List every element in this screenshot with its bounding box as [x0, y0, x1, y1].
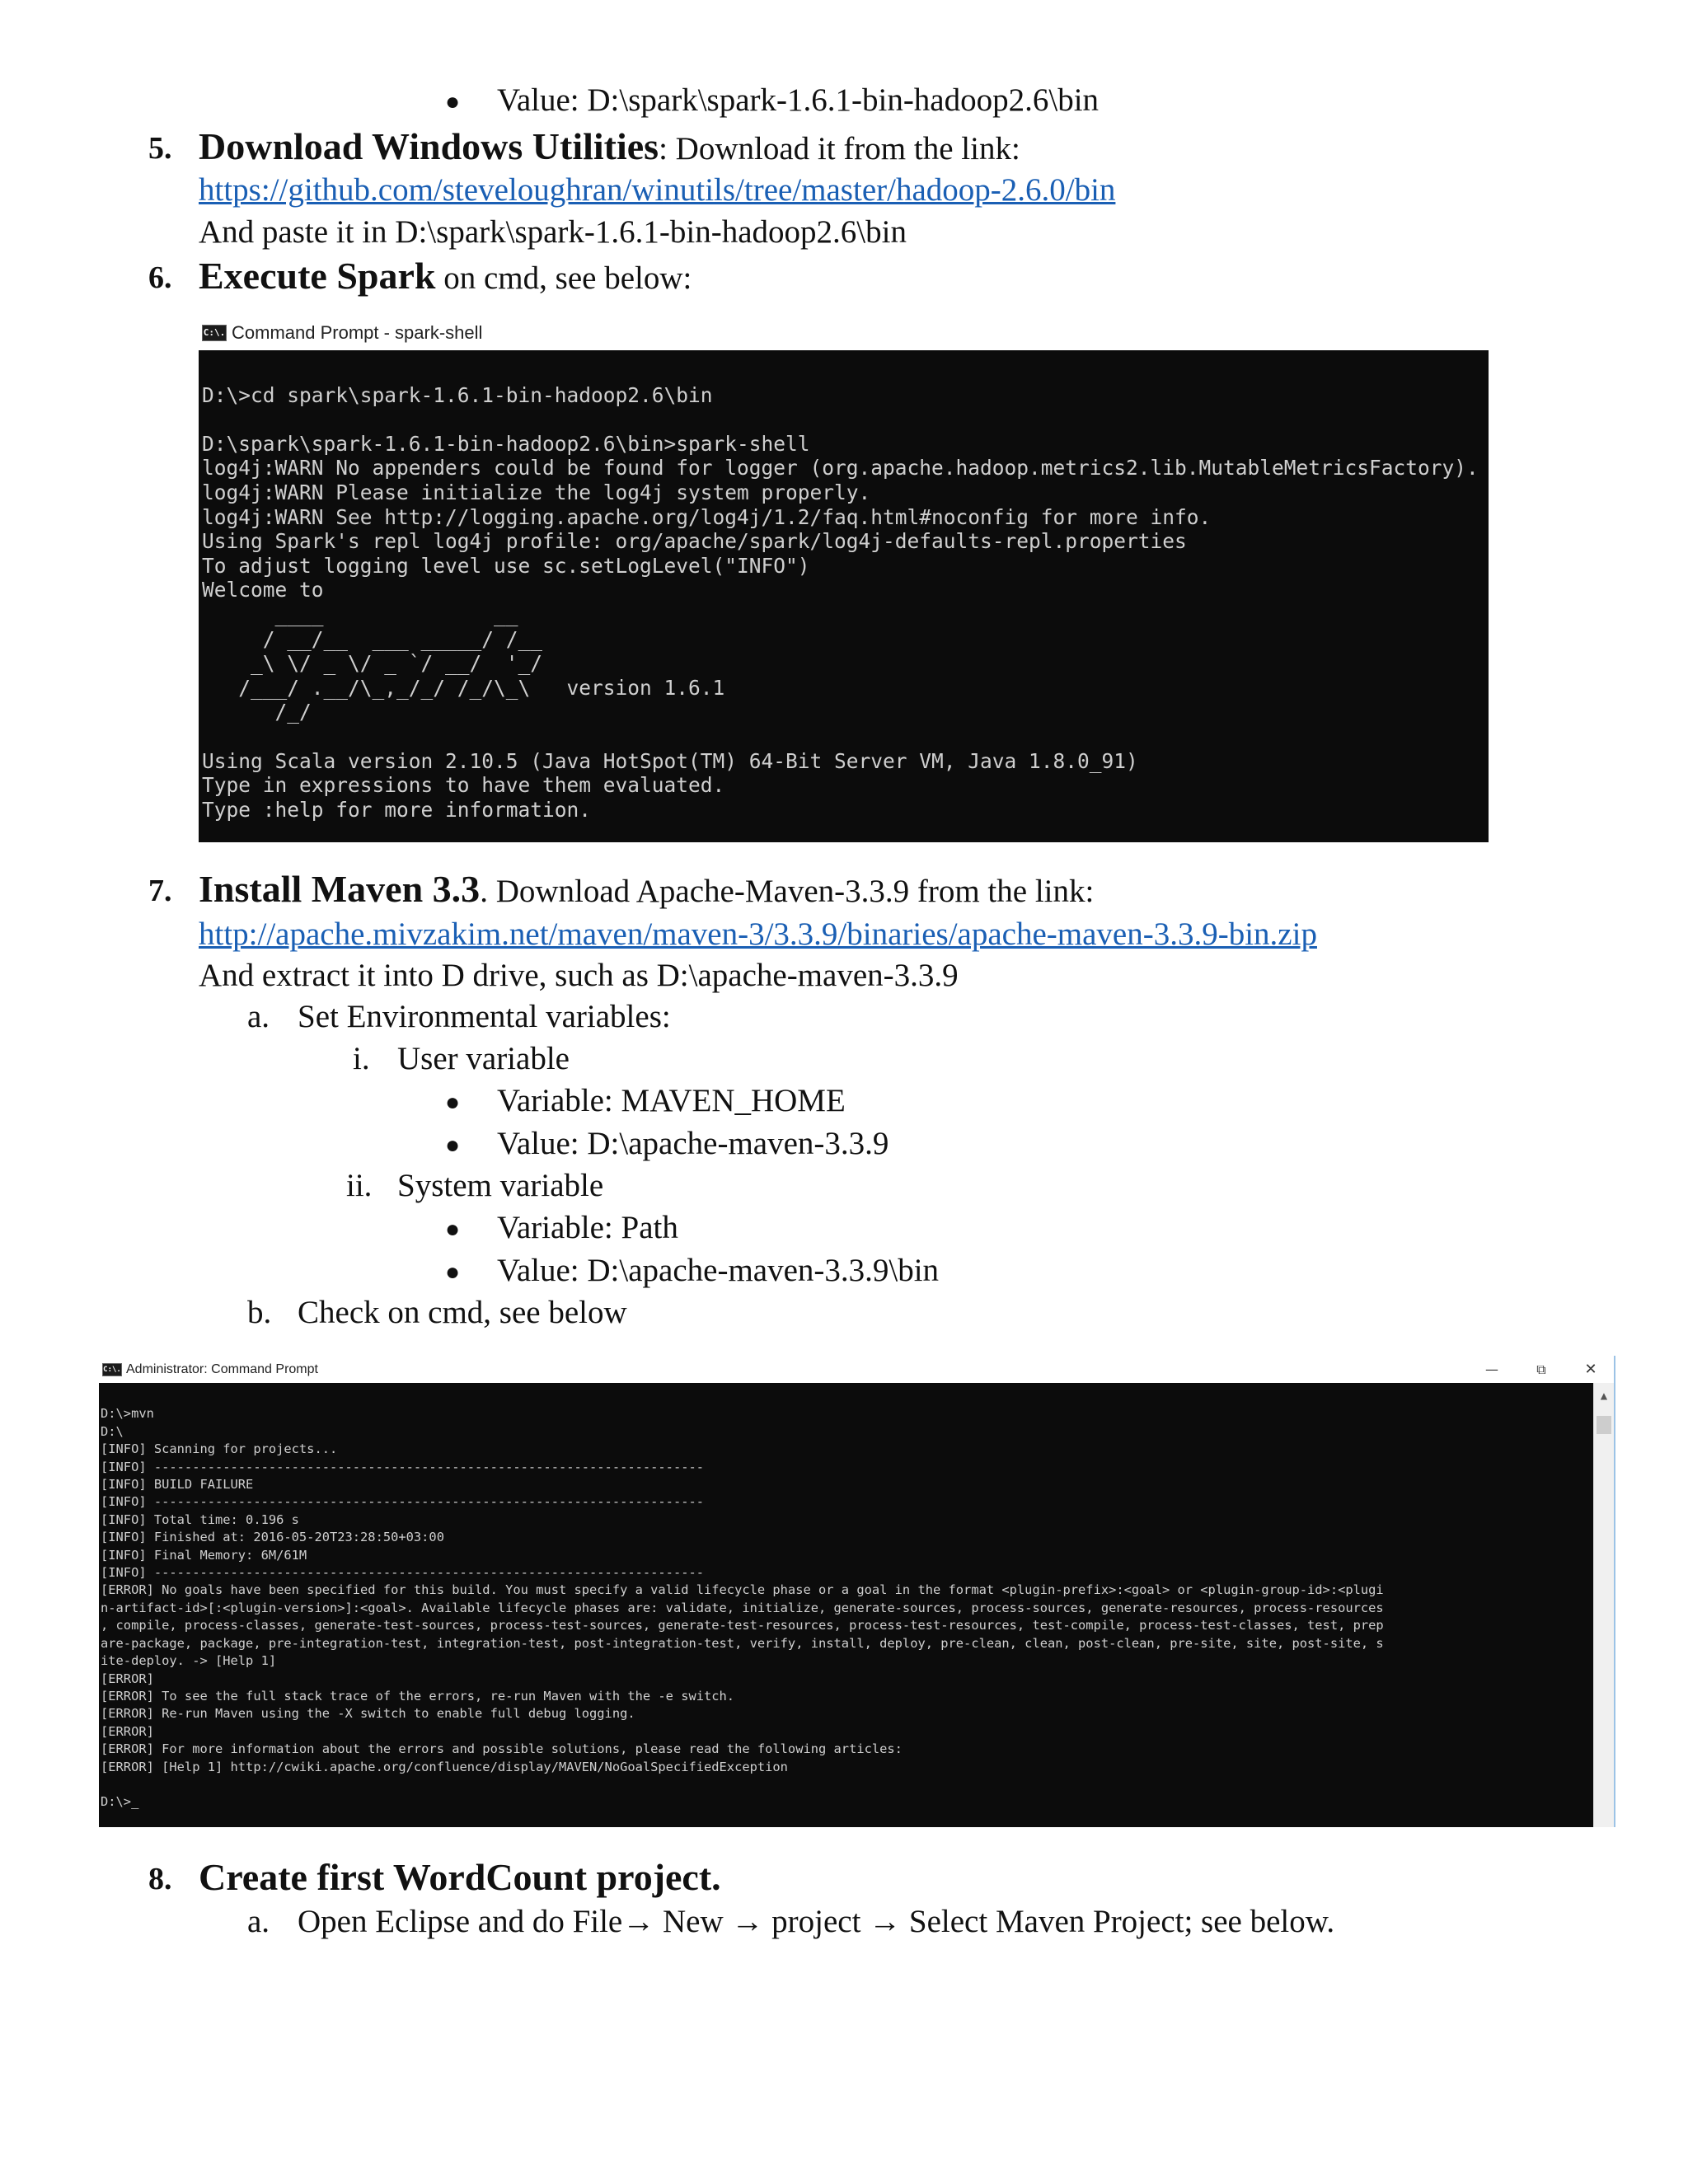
step-5-heading	[199, 124, 1020, 170]
sub-list-text: Open Eclipse and do File→ New → project → Select Maven Project; see below.	[298, 1904, 1335, 1939]
window-title: Command Prompt - spark-shell	[232, 322, 483, 343]
scroll-thumb[interactable]	[1597, 1416, 1611, 1434]
cursor: _	[131, 1794, 139, 1810]
bullet-dot-icon: ●	[445, 88, 461, 115]
step-6-title: Execute Spark	[199, 255, 436, 297]
step-number: 6.	[148, 260, 172, 295]
sub-list-text: Set Environmental variables:	[298, 999, 671, 1034]
sub-list-label: b.	[247, 1295, 272, 1330]
mvn-cmd-window	[99, 1356, 1615, 1827]
close-button[interactable]: ✕	[1584, 1361, 1597, 1378]
step-7-title: Install Maven 3.3	[199, 868, 481, 910]
vertical-scrollbar[interactable]	[1593, 1383, 1614, 1827]
bullet-text: Value: D:\spark\spark-1.6.1-bin-hadoop2.6\bin	[497, 82, 1100, 118]
step-5-title: Download Windows Utilities	[199, 125, 659, 167]
console-lines: D:\>mvn D:\ [INFO] Scanning for projects... [INFO] ------------------------------------------------------------------------ [INFO] BUILD FAILURE [INFO] ------------------------------------------------------------------------ [INFO] Total time: 0.196 s [INFO] Finished at: 2016-05-20T23:28:50+03:00 [INFO] Final Memory: 6M/61M [INFO] ------------------------------------------------------------------------ [ERROR] No goals have been specified for this build. You must specify a valid lifecycle phase or a goal in the format <plugin-prefix>:<goal> or <plugin-group-id>:<plugi n-artifact-id>[:<plugin-version>]:<goal>. Available lifecycle phases are: validate, initialize, generate-sources, process-sources, generate-resources, process-resources , compile, process-classes, generate-test-sources, process-test-sources, generate-test-resources, process-test-resources, test-compile, process-test-classes, test, prep are-package, package, pre-integration-test, integration-test, post-integration-test, verify, install, deploy, pre-clean, clean, post-clean, pre-site, site, post-site, s ite-deploy. -> [Help 1] [ERROR] [ERROR] To see the full stack trace of the errors, re-run Maven with the -e switch. [ERROR] Re-run Maven using the -X switch to enable full debug logging. [ERROR] [ERROR] For more information about the errors and possible solutions, please read the following articles: [ERROR] [Help 1] http://cwiki.apache.org/confluence/display/MAVEN/NoGoalSpecifiedException D:\>	[101, 1406, 1384, 1810]
user-variable-text: User variable	[397, 1041, 570, 1076]
step-6-heading	[199, 253, 692, 299]
window-titlebar	[99, 1356, 1614, 1383]
cmd-icon: C:\.	[202, 325, 227, 341]
step-7-rest: . Download Apache-Maven-3.3.9 from the link:	[480, 874, 1095, 909]
sub-list-label: a.	[247, 1904, 270, 1939]
bullet-dot-icon: ●	[445, 1216, 461, 1243]
sub-list-text: Check on cmd, see below	[298, 1295, 627, 1330]
console-text: D:\>cd spark\spark-1.6.1-bin-hadoop2.6\bin D:\spark\spark-1.6.1-bin-hadoop2.6\bin>spark-shell log4j:WARN No appenders could be found for logger (org.apache.hadoop.metrics2.lib.MutableMetricsFactory). log4j:WARN Please initialize the log4j system properly. log4j:WARN See http://logging.apache.org/log4j/1.2/faq.html#noconfig for more info. Using Spark's repl log4j profile: org/apache/spark/log4j-defaults-repl.properties To adjust logging level use sc.setLogLevel("INFO") Welcome to ____ __ / __/__ ___ _____/ /__ _\ \/ _ \/ _ `/ __/ '_/ /___/ .__/\_,_/_/ /_/\_\ version 1.6.1 /_/ Using Scala version 2.10.5 (Java HotSpot(TM) 64-Bit Server VM, Java 1.8.0_91) Type in expressions to have them evaluated. Type :help for more information.	[202, 382, 1479, 822]
roman-label: i.	[353, 1041, 370, 1076]
step-6-rest: on cmd, see below:	[435, 260, 692, 296]
step-5-rest: : Download it from the link:	[659, 131, 1020, 166]
step-7-extract-text: And extract it into D drive, such as D:\apache-maven-3.3.9	[199, 958, 959, 993]
step-number: 5.	[148, 131, 172, 166]
minimize-button[interactable]: —	[1485, 1361, 1498, 1377]
bullet-dot-icon: ●	[445, 1089, 461, 1116]
console-output[interactable]	[99, 1383, 1614, 1827]
winutils-link[interactable]: https://github.com/steveloughran/winutils/tree/master/hadoop-2.6.0/bin	[199, 172, 1116, 208]
scroll-up-arrow-icon[interactable]: ▲	[1600, 1390, 1608, 1403]
bullet-text: Value: D:\apache-maven-3.3.9	[497, 1126, 889, 1161]
bullet-text: Value: D:\apache-maven-3.3.9\bin	[497, 1253, 940, 1288]
cmd-icon: C:\.	[102, 1363, 122, 1376]
step-7-heading	[199, 866, 1094, 912]
bullet-text: Variable: Path	[497, 1210, 678, 1245]
step-5-paste-text: And paste it in D:\spark\spark-1.6.1-bin-hadoop2.6\bin	[199, 214, 907, 250]
sub-list-label: a.	[247, 999, 270, 1034]
system-variable-text: System variable	[397, 1168, 604, 1203]
bullet-text: Variable: MAVEN_HOME	[497, 1083, 846, 1118]
spark-shell-window	[199, 316, 1489, 842]
window-titlebar	[199, 316, 1489, 350]
console-output[interactable]	[199, 350, 1489, 842]
step-8-heading	[199, 1854, 721, 1900]
step-8-title: Create first WordCount project.	[199, 1856, 721, 1898]
maven-download-link[interactable]: http://apache.mivzakim.net/maven/maven-3/3.3.9/binaries/apache-maven-3.3.9-bin.zip	[199, 916, 1317, 952]
bullet-dot-icon: ●	[445, 1258, 461, 1286]
restore-button[interactable]: ⧉	[1536, 1361, 1546, 1377]
step-number: 8.	[148, 1862, 172, 1896]
bullet-dot-icon: ●	[445, 1132, 461, 1159]
window-title: Administrator: Command Prompt	[126, 1362, 318, 1376]
step-number: 7.	[148, 874, 172, 908]
console-text	[101, 1388, 1592, 1811]
roman-label: ii.	[346, 1168, 373, 1203]
